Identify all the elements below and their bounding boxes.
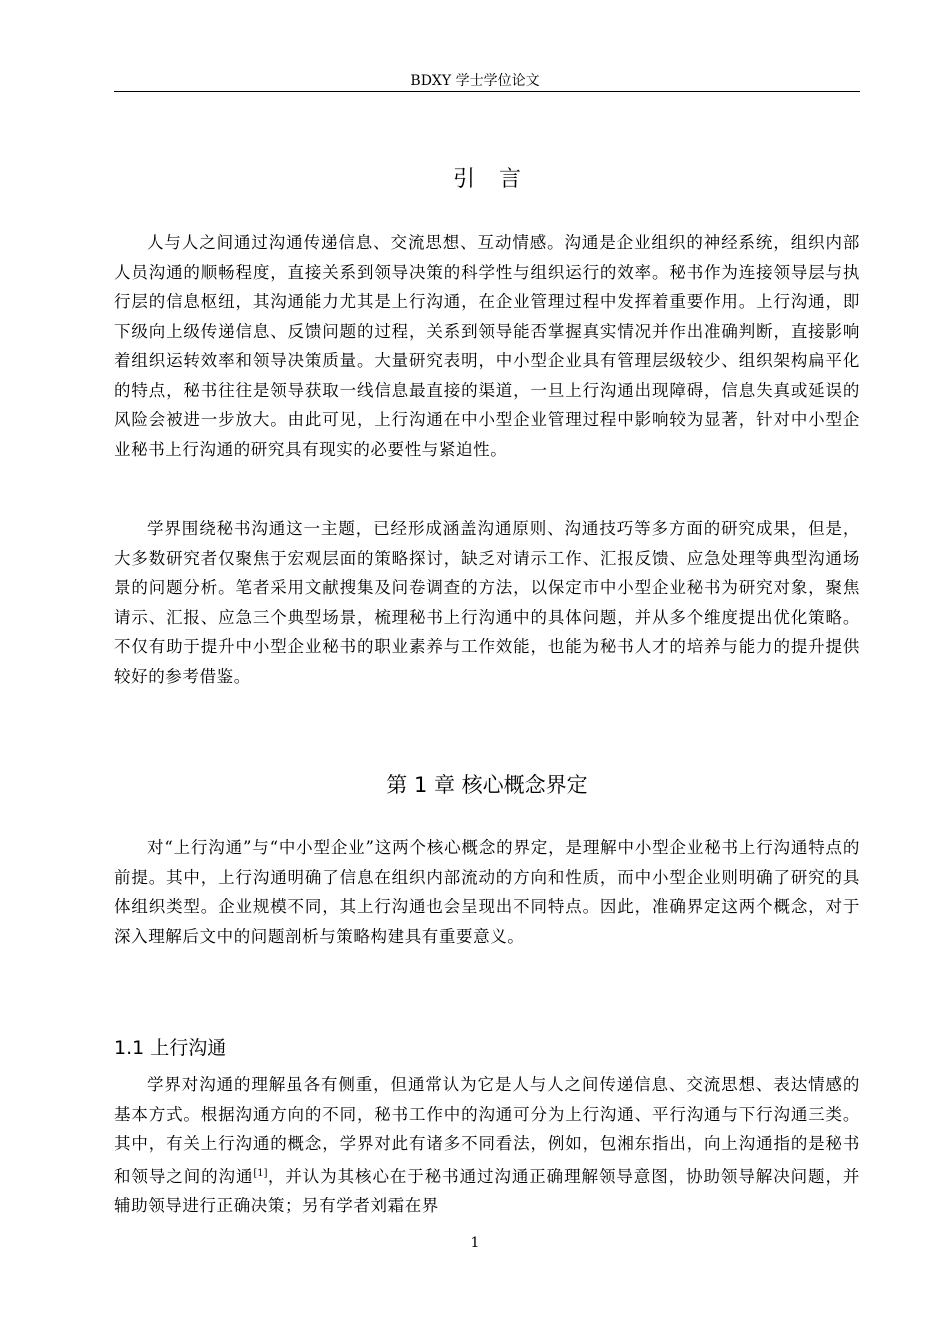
- intro-paragraph-2: 学界围绕秘书沟通这一主题，已经形成涵盖沟通原则、沟通技巧等多方面的研究成果，但是，大多数研究者仅聚焦于宏观层面的策略探讨，缺乏对请示工作、汇报反馈、应急处理等典型沟通场景的问题分析。笔者采用文献搜集及问卷调查的方法，以保定市中小型企业秘书为研究对象，聚焦请示、汇报、应急三个典型场景，梳理秘书上行沟通中的具体问题，并从多个维度提出优化策略。不仅有助于提升中小型企业秘书的职业素养与工作效能，也能为秘书人才的培养与能力的提升提供较好的参考借鉴。: [114, 519, 860, 686]
- header-divider: [114, 91, 860, 92]
- section-1-1-text-part2: ，并认为其核心在于秘书通过沟通正确理解领导意图，协助领导解决问题，并辅助领导进行正确决策；另有学者刘霜在界: [114, 1166, 860, 1215]
- intro-paragraph-1: 人与人之间通过沟通传递信息、交流思想、互动情感。沟通是企业组织的神经系统，组织内部人员沟通的顺畅程度，直接关系到领导决策的科学性与组织运行的效率。秘书作为连接领导层与执行层的信息枢纽，其沟通能力尤其是上行沟通，在企业管理过程中发挥着重要作用。上行沟通，即下级向上级传递信息、反馈问题的过程，关系到领导能否掌握真实情况并作出准确判断，直接影响着组织运转效率和领导决策质量。大量研究表明，中小型企业具有管理层级较少、组织架构扁平化的特点，秘书往往是领导获取一线信息最直接的渠道，一旦上行沟通出现障碍，信息失真或延误的风险会被进一步放大。由此可见，上行沟通在中小型企业管理过程中影响较为显著，针对中小型企业秘书上行沟通的研究具有现实的必要性与紧迫性。: [114, 233, 860, 459]
- section-1-1-paragraph: [114, 1070, 860, 1221]
- running-header: BDXY 学士学位论文: [410, 73, 540, 89]
- page-number: 1: [470, 1235, 480, 1251]
- citation-ref-1: [1]: [253, 1167, 268, 1179]
- chapter-1-paragraph: 对“上行沟通”与“中小型企业”这两个核心概念的界定，是理解中小型企业秘书上行沟通特点的前提。其中，上行沟通明确了信息在组织内部流动的方向和性质，而中小型企业则明确了研究的具体组织类型。企业规模不同，其上行沟通也会呈现出不同特点。因此，准确界定这两个概念，对于深入理解后文中的问题剖析与策略构建具有重要意义。: [114, 838, 860, 946]
- section-1-1-text-part1: 学界对沟通的理解虽各有侧重，但通常认为它是人与人之间传递信息、交流思想、表达情感的基本方式。根据沟通方向的不同，秘书工作中的沟通可分为上行沟通、平行沟通与下行沟通三类。其中，有关上行沟通的概念，学界对此有诸多不同看法，例如，包湘东指出，向上沟通指的是秘书和领导之间的沟通: [114, 1075, 860, 1186]
- chapter-1-heading: 第 1 章 核心概念界定: [386, 773, 588, 797]
- section-1-1-heading: 1.1 上行沟通: [114, 1037, 227, 1059]
- intro-heading: 引言: [452, 167, 545, 192]
